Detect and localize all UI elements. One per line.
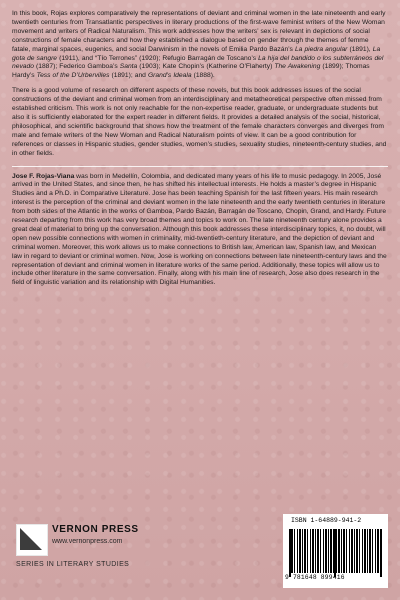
publisher-name: VERNON PRESS — [52, 524, 139, 535]
p1-text-h: (1888). — [191, 72, 215, 80]
p1-text-a: In this book, Rojas explores comparatively the representations of deviant and criminal women in the late nineteenth and early twentieth centuries from Transatlantic perspectives in literary productions of the first-wave feminist writers of the New Woman movement and writers of Radical Naturalism. This work addresses how the writers’ sex is relevant in depictions of social constructions of female characters and how they established a dialogue based on gender through the themes of femme fatale, marginal spaces, eugenics, and social Darwinism in the novels of Emilia Pardo Bazán’s — [12, 10, 386, 53]
book-title-ideala: Grand’s Ideala — [147, 72, 192, 80]
barcode-digits: 9 781648 899416 — [285, 574, 345, 581]
publisher-website[interactable]: www.vernonpress.com — [52, 538, 123, 545]
cover-text-area — [12, 10, 388, 288]
author-name: Jose F. Rojas-Viana — [12, 172, 75, 180]
section-divider — [12, 166, 388, 167]
description-paragraph-2: There is a good volume of research on different aspects of these novels, but this book addresses issues of the social constructions of the deviant and criminal women from an interdisciplinary and metatheoretical perspective often missed from established criticism. This work is not only reachable for the non-expertise reader, graduate, or undergraduate students but also it is sufficiently elaborated for the expert reader in different fields. It provides a detailed analysis of the social, historical, philosophical, and scientific background that shows how the treatment of the female characters converges and diverges from male and female writers of the New Woman and Radical Naturalism points of view. It can be a good contribution for references or classes in Hispanic studies, gender studies, women’s studies, sexuality studies, nineteenth-century studies, and in other fields. — [12, 87, 387, 157]
p1-text-d: (1887); Federico Gamboa’s — [33, 63, 120, 71]
p1-text-c: (1911), and “Tío Terrones” (1920); Refugio Barragán de Toscano’s — [57, 54, 259, 62]
vernon-press-logo-icon — [16, 524, 48, 556]
publisher-block — [16, 514, 236, 584]
book-title-la-hija-del-bandido: La hija del bandido o los subterráneos del nevado — [12, 54, 384, 71]
p1-text-b: (1891), — [347, 45, 373, 53]
book-title-tess: Tess of the D’Urbervilles — [36, 72, 110, 80]
isbn-label: ISBN 1-64889-941-2 — [291, 517, 362, 524]
book-title-la-gota-de-sangre: La gota de sangre — [12, 45, 381, 62]
p1-text-e: (1903); Kate Chopin’s (Katherine O’Flaherty) — [137, 63, 275, 71]
book-title-santa: Santa — [119, 63, 138, 71]
author-bio-text: was born in Medellín, Colombia, and dedicated many years of his life to music pedagogy. In 2005, José arrived in the United States, and since then, he has shifted his intellectual interests. He holds a master’s degree in Hispanic Studies and a Ph.D. in Comparative Literature. Jose has been teaching Spanish for the last fifteen years. His main research interest is the perception of the criminal and deviant women in the late nineteenth and the early twentieth centuries in literature from both sides of the Atlantic in the works of Gamboa, Pardo Bazán, Barragán de Toscano, Chopin, Grand, and Hardy. Future research departing from this work has very broad themes and topics to work on. The late nineteenth century alone provides a great deal of material to bring up the conversation. Although this book addresses these interdisciplinary topics, it, no doubt, will open new possible connections with women in criminality, mid-twentieth-century literature, and the depiction of deviant and criminal women. Moreover, this work allows us to make connections to British law, American law, Spanish law, and Mexican law in regard to deviant or criminal women. Now, Jose is working on connections between late nineteenth-century laws and the representation of deviant and criminal women in literature works of the same period. Additionally, these topics will allow us to include other literature in the same conversation. Finally, along with his main line of research, Jose also does research in the field of linguistic variation and its relationship with Digital Humanities. — [12, 172, 387, 287]
book-title-la-piedra-angular: La piedra angular — [294, 45, 348, 53]
p1-text-f: (1899); Thomas Hardy’s — [12, 63, 370, 80]
isbn-barcode-block — [283, 514, 388, 588]
barcode-image — [289, 529, 382, 573]
book-title-the-awakening: The Awakening — [274, 63, 321, 71]
description-paragraph-1 — [12, 10, 388, 81]
series-name: SERIES IN LITERARY STUDIES — [16, 561, 130, 568]
author-bio — [12, 173, 388, 289]
p1-text-g: (1891); and — [109, 72, 148, 80]
